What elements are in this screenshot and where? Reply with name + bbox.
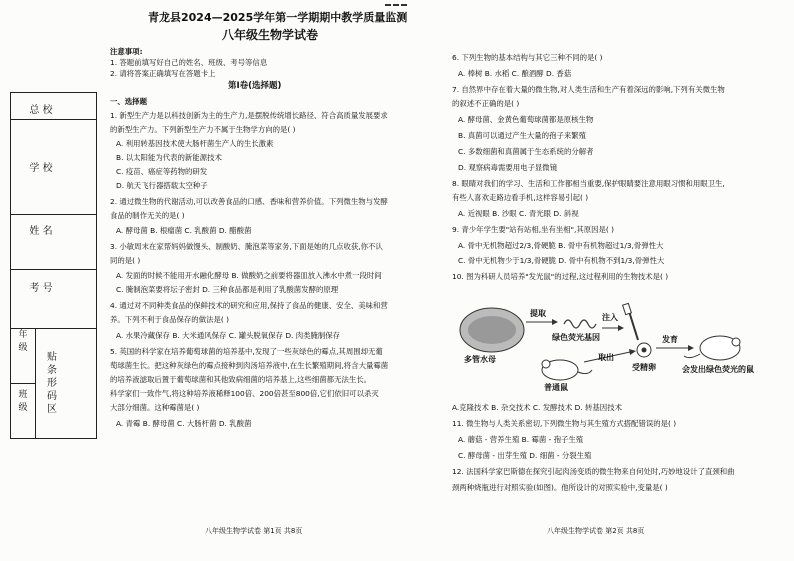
glowing-mouse-figure (452, 300, 782, 395)
question-line: 有些人喜欢走路边看手机,这样容易引起( ) (452, 193, 589, 202)
question-line: 10. 图为科研人员培养"发光鼠"的过程,这过程利用的生物技术是( ) (452, 272, 669, 281)
question-line: 7. 自然界中存在着大量的微生物,对人类生活和生产有着深远的影响,下列有关微生物 (452, 85, 725, 94)
label-jellyfish: 多管水母 (464, 355, 496, 364)
option-line: A. 酵母菌、金黄色葡萄球菌都是原核生物 (458, 115, 594, 124)
option-line: D. 航天飞行器搭载太空种子 (116, 181, 208, 190)
option-line: A. 近视眼 B. 沙眼 C. 青光眼 D. 斜视 (458, 209, 579, 218)
option-line: C. 多数细菌和真菌属于生态系统的分解者 (458, 147, 594, 156)
question-line: 4. 通过对不同种类食品的保鲜技术的研究和应用,保持了食品的健康、安全、美味和营 (110, 301, 388, 310)
sidebar-row (11, 214, 96, 270)
note-line: 2. 请将答案正确填写在答题卡上 (110, 69, 216, 78)
name-label: 姓 名 (29, 226, 53, 237)
question-line: 养。下列不利于食品保存的做法是( ) (110, 315, 229, 324)
option-line: B. 以太阳能为代表的新能源技术 (116, 153, 222, 162)
label-take-out: 取出 (598, 353, 614, 362)
option-line: A. 棒树 B. 水稻 C. 酿酒酵 D. 香菇 (458, 69, 572, 78)
question-line: 2. 通过微生物的代谢活动,可以改善食品的口感、香味和营养价值。下列微生物与发酵 (110, 197, 388, 206)
option-line: A. 酵母菌 B. 根瘤菌 C. 乳酸菌 D. 醋酸菌 (116, 226, 252, 235)
option-line: A. 蘑菇 - 营养生殖 B. 霉菌 - 孢子生殖 (458, 435, 584, 444)
question-line: 5. 英国的科学家在培养葡萄球菌的培养基中,发现了一些灰绿色的霉点,其周围却无葡 (110, 347, 383, 356)
option-line: A. 青霉 B. 酵母菌 C. 大肠杆菌 D. 乳酸菌 (116, 419, 252, 428)
option-line: D. 观察病毒需要用电子显微镜 (458, 163, 558, 172)
notes-title: 注意事项: (110, 47, 143, 56)
question-line: 食品的制作无关的是( ) (110, 211, 185, 220)
question-line: 萄球菌生长。把这种灰绿色的霉点接种到肉汤培养液中,在生长繁殖期间,将含大量霉菌 (110, 361, 389, 370)
question-line: 的新型生产力。下列新型生产力不属于生物学方向的是( ) (110, 125, 296, 134)
label-ordinary-mouse: 普通鼠 (544, 383, 568, 392)
option-line: A. 水果冷藏保存 B. 大米通风保存 C. 罐头脱氧保存 D. 肉类腌制保存 (116, 331, 341, 340)
question-line: 大部分细菌。这种霉菌是( ) (110, 403, 200, 412)
label-inject: 注入 (602, 313, 618, 322)
option-line: A. 利用转基因技术使大肠杆菌生产人的生长激素 (116, 139, 274, 148)
label-develop: 发育 (662, 335, 678, 344)
option-line: C. 疫苗、癌症等药物的研发 (116, 167, 208, 176)
class-label: 班 级 (18, 390, 28, 413)
exam-title: 青龙县2024—2025学年第一学期期中教学质量监测 (148, 11, 408, 24)
question-line: 11. 微生物与人类关系密切,下列微生物与其生殖方式搭配错误的是( ) (452, 419, 677, 428)
option-line: A. 发面的时候不能用开水融化酵母 B. 做酸奶之前要将器皿放入沸水中煮一段时间 (116, 271, 382, 280)
page-footer: 八年级生物学试卷 第1页 共8页 (205, 527, 303, 535)
student-info-box (10, 92, 97, 439)
question-line: 的叙述不正确的是( ) (452, 99, 520, 108)
exam-subtitle: 八年级生物学试卷 (222, 28, 319, 42)
page-footer: 八年级生物学试卷 第2页 共8页 (547, 527, 645, 535)
note-line: 1. 答题前填写好自己的姓名、班级、考号等信息 (110, 58, 268, 67)
option-line: C. 骨中无机物少于1/3,骨硬脆 D. 骨中有机物不到1/3,骨弹性大 (458, 256, 665, 265)
question-line: 9. 青少年学生要"站有站相,坐有坐相",其原因是( ) (452, 225, 615, 234)
question-line: 8. 眼睛对我们的学习、生活和工作都相当重要,保护眼睛要注意用眼习惯和用眼卫生, (452, 179, 725, 188)
part-heading: 一、选择题 (110, 97, 147, 106)
question-line: 12. 法国科学家巴斯德在探究引起肉汤变质的微生物来自何处时,巧妙地设计了直颈和曲 (452, 467, 735, 476)
exam-number-label: 考 号 (29, 283, 53, 294)
option-line: C. 酵母菌 - 出芽生殖 D. 细菌 - 分裂生殖 (458, 451, 592, 460)
option-line: A. 骨中无机物超过2/3,骨硬脆 B. 骨中有机物超过1/3,骨弹性大 (458, 241, 664, 250)
grade-class-divider (11, 383, 35, 384)
school-label: 学 校 (29, 163, 53, 174)
top-binding-mark (383, 0, 409, 10)
question-line: 颈两种烧瓶进行对照实验(如图)。他所设计的对照实验中,变量是( ) (452, 483, 668, 492)
label-glowing-mouse: 会发出绿色荧光的鼠 (682, 365, 754, 374)
barcode-area-label: 贴 条 形 码 区 (47, 352, 57, 415)
question-line: 1. 新型生产力是以科技创新为主的生产力,是摆脱传统增长路径、符合高质量发展要求 (110, 111, 388, 120)
label-fertilized-egg: 受精卵 (632, 363, 656, 372)
label-gfp-gene: 绿色荧光基因 (552, 333, 600, 342)
label-extract: 提取 (530, 309, 546, 318)
grade-label: 年 级 (18, 330, 28, 353)
question-line: 6. 下列生物的基本结构与其它三种不同的是( ) (452, 53, 603, 62)
option-line: C. 腌制泡菜要将坛子密封 D. 三种食品都是利用了乳酸菌发酵的原理 (116, 285, 339, 294)
question-line: 的培养液滤取后置于葡萄球菌和其他致病细菌的培养基上,这些细菌都无法生长。 (110, 375, 372, 384)
sidebar-row (11, 93, 96, 120)
sidebar-row (11, 119, 96, 215)
question-line: 3. 小敏周末在家帮妈妈做馒头、制酸奶、腌泡菜等家务,下面是她的几点收获,你不认 (110, 242, 383, 251)
school-district-label: 总 校 (29, 105, 53, 116)
sidebar-row (11, 269, 96, 329)
section-heading: 第Ⅰ卷(选择题) (228, 81, 282, 91)
question-line: 科学家们一致作气,将这种培养液稀释100倍、200倍甚至800倍,它们依旧可以杀灭 (110, 389, 379, 398)
question-line: 同的是( ) (110, 256, 141, 265)
option-line: B. 真菌可以通过产生大量的孢子来繁殖 (458, 131, 587, 140)
option-line: A.克隆技术 B. 杂交技术 C. 发酵技术 D. 转基因技术 (452, 403, 622, 412)
